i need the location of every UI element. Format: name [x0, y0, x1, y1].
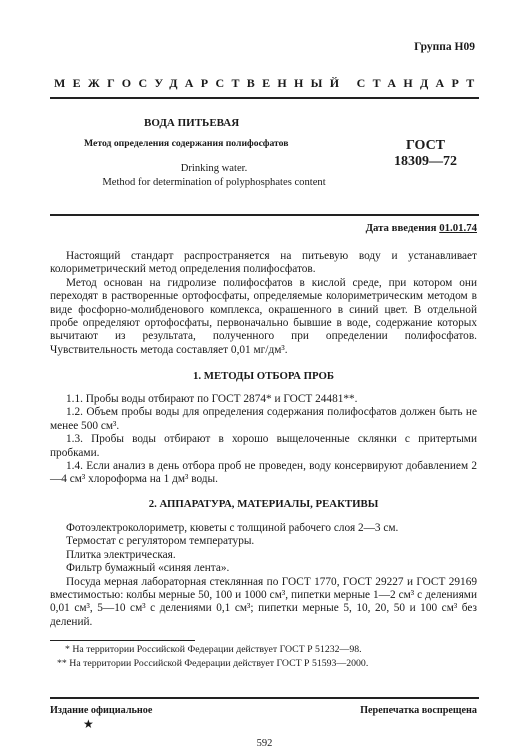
title-en-line1: Drinking water.	[180, 163, 248, 174]
preamble-paragraph: Метод основан на гидролизе полифосфатов в кислой среде, при котором они переходят в растворенные ортофосфаты, определяемые колориметрическим методом в виде фосфорно-молибденового комплекса, окрашенного в синий цвет. В отдельной пробе определяют ортофосфаты, первоначально бывшие в воде, содержание которых вычитают из результата, полученного при определении полифосфатов. Чувствительность метода составляет 0,01 мг/дм³.	[50, 276, 477, 356]
footnote-2: ** На территории Российской Федерации действует ГОСТ Р 51593—2000.	[57, 658, 369, 669]
clause: 1.2. Объем пробы воды для определения содержания полифосфатов должен быть не менее 500 см³.	[50, 406, 477, 432]
equipment-item: Термостат с регулятором температуры.	[66, 535, 255, 548]
section-2-heading: 2. АППАРАТУРА, МАТЕРИАЛЫ, РЕАКТИВЫ	[148, 498, 379, 510]
equipment-item: Фильтр бумажный «синяя лента».	[66, 562, 230, 575]
equipment-item: Фотоэлектроколориметр, кюветы с толщиной рабочего слоя 2—3 см.	[66, 522, 399, 534]
introduction-date-label: Дата введения	[365, 222, 437, 234]
introduction-date-value: 01.01.74	[439, 222, 477, 234]
gost-number: 18309—72	[394, 154, 457, 169]
clause: 1.4. Если анализ в день отбора проб не проведен, воду консервируют добавлением 2—4 см³ хлороформа на 1 дм³ воды.	[50, 460, 477, 486]
footnote-1: * На территории Российской Федерации действует ГОСТ Р 51232—98.	[65, 644, 362, 655]
section-1-heading: 1. МЕТОДЫ ОТБОРА ПРОБ	[192, 370, 335, 382]
title-rule	[50, 214, 479, 216]
page-number: 592	[256, 738, 273, 749]
section-2-body	[50, 522, 477, 629]
gost-designation	[394, 138, 457, 170]
document-title: ВОДА ПИТЬЕВАЯ	[144, 117, 240, 129]
preamble	[50, 250, 477, 357]
title-en-line2: Method for determination of polyphosphates content	[102, 177, 326, 188]
method-title-ru: Метод определения содержания полифосфатов	[84, 138, 289, 149]
section-1-body	[50, 393, 477, 487]
header-rule	[50, 97, 479, 99]
star-mark: ★	[83, 717, 94, 731]
reprint-prohibited-label: Перепечатка воспрещена	[360, 705, 477, 716]
footnote-rule	[50, 640, 195, 641]
clause: 1.3. Пробы воды отбирают в хорошо выщелоченные склянки с притертыми пробками.	[50, 433, 477, 459]
interstate-standard-banner: МЕЖГОСУДАРСТВЕННЫЙ СТАНДАРТ	[54, 76, 482, 90]
equipment-item: Посуда мерная лабораторная стеклянная по ГОСТ 1770, ГОСТ 29227 и ГОСТ 29169 вместимостью: колбы мерные 50, 100 и 1000 см³, пипетки мерные 1—2 см³ с делениями 0,01 см³, 5—10 см³ с делениями 0,1 см³; пипетки мерные 5, 10, 20, 50 и 100 см³ без делений.	[50, 575, 477, 628]
clause: 1.1. Пробы воды отбирают по ГОСТ 2874* и ГОСТ 24481**.	[66, 393, 358, 405]
group-code: Группа Н09	[414, 41, 475, 53]
official-edition-label: Издание официальное	[50, 705, 153, 716]
gost-label: ГОСТ	[405, 138, 446, 153]
preamble-paragraph: Настоящий стандарт распространяется на питьевую воду и устанавливает колориметрический метод определения полифосфатов.	[50, 250, 477, 276]
equipment-item: Плитка электрическая.	[66, 548, 176, 561]
footer-rule	[50, 697, 479, 699]
introduction-date	[366, 222, 477, 234]
